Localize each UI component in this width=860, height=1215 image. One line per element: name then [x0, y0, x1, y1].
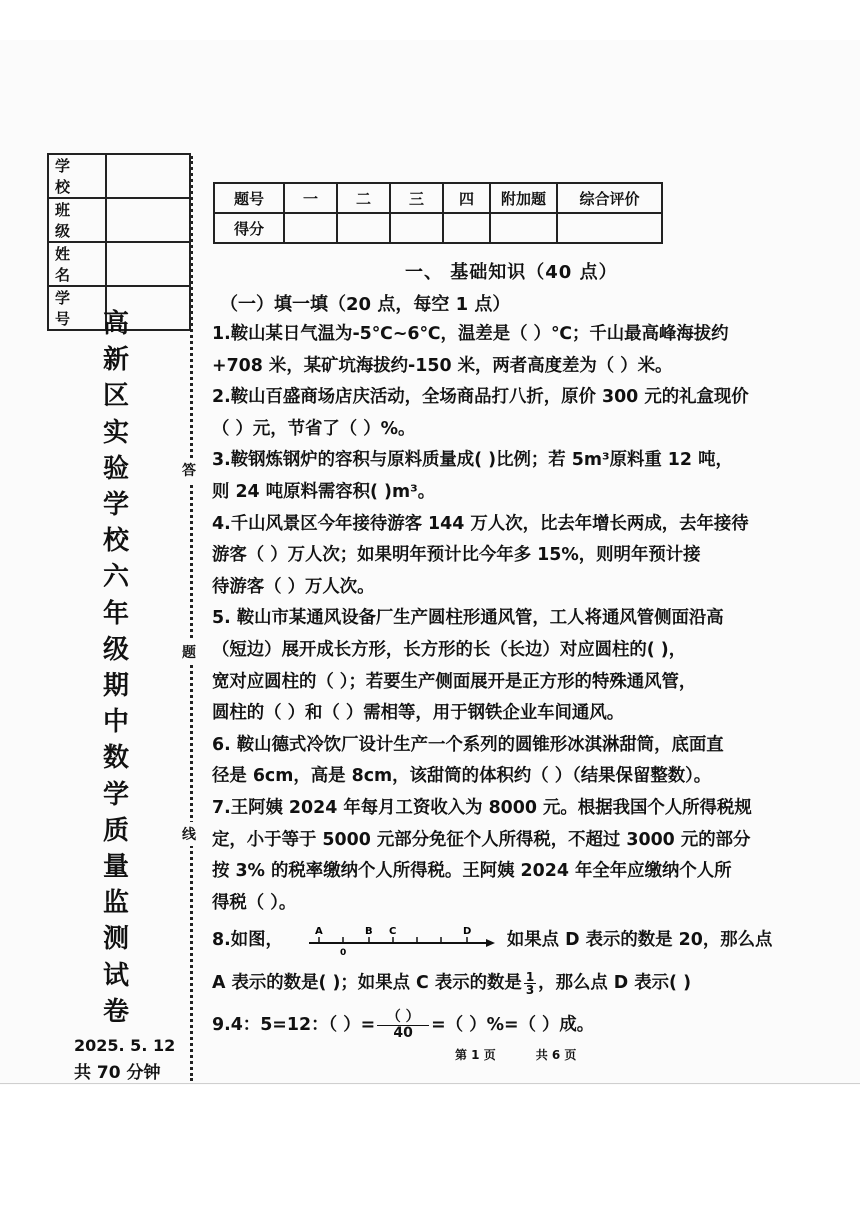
- score-value-row: [214, 213, 662, 243]
- score-header-label: 题号: [214, 183, 284, 213]
- binding-mark: 题: [182, 640, 196, 664]
- title-char: 实: [102, 417, 129, 448]
- title-char: 卷: [102, 996, 129, 1027]
- fraction-denominator: 3: [525, 982, 535, 997]
- question-line: 3.鞍钢炼钢炉的容积与原料质量成( )比例；若 5m³原料重 12 吨，: [212, 450, 733, 471]
- q8-text-b: ，那么点 D 表示( ): [538, 973, 692, 994]
- question-line: 游客（ ）万人次；如果明年预计比今年多 15%，则明年预计接: [212, 545, 701, 566]
- title-char: 学: [102, 490, 129, 521]
- question-8-line-1: [212, 919, 832, 961]
- info-label: 学 号: [48, 286, 106, 330]
- info-label: 班 级: [48, 198, 106, 242]
- score-col-overall: 综合评价: [557, 183, 662, 213]
- question-line: 待游客（ ）万人次。: [212, 576, 375, 597]
- question-line: 径是 6cm，高是 8cm，该甜筒的体积约（ ）（结果保留整数）。: [212, 766, 712, 787]
- question-line: 则 24 吨原料需容积( )m³。: [212, 481, 436, 502]
- score-cell[interactable]: [284, 213, 337, 243]
- name-field[interactable]: [106, 242, 190, 286]
- questions-body: [212, 319, 832, 1045]
- title-char: 期: [102, 671, 129, 702]
- info-label: 学 校: [48, 154, 106, 198]
- title-char: 中: [102, 707, 129, 738]
- title-char: 高: [102, 309, 129, 339]
- score-col-1: 一: [284, 183, 337, 213]
- subsection-title: （一）填一填（20 点，每空 1 点）: [220, 294, 511, 315]
- q8-text-a: A 表示的数是( )；如果点 C 表示的数是: [212, 973, 522, 994]
- student-info-box: [47, 153, 191, 331]
- title-char: 监: [102, 888, 129, 919]
- info-row-school: [48, 154, 190, 198]
- score-cell[interactable]: [390, 213, 443, 243]
- fraction-one-third: [524, 971, 536, 996]
- score-col-bonus: 附加题: [490, 183, 557, 213]
- arrow-icon: [486, 939, 495, 947]
- question-line: 2.鞍山百盛商场店庆活动，全场商品打八折，原价 300 元的礼盒现价: [212, 387, 749, 408]
- score-col-4: 四: [443, 183, 490, 213]
- label-zero: 0: [339, 948, 347, 958]
- question-line: 得税（ ）。: [212, 892, 297, 913]
- title-char: 年: [102, 598, 129, 629]
- title-char: 区: [102, 381, 129, 412]
- label-d: D: [462, 926, 472, 938]
- score-cell[interactable]: [490, 213, 557, 243]
- question-line: 7.王阿姨 2024 年每月工资收入为 8000 元。根据我国个人所得税规: [212, 797, 752, 818]
- title-char: 试: [102, 960, 129, 991]
- title-char: 六: [102, 562, 129, 593]
- question-line: 1.鞍山某日气温为-5℃~6℃，温差是（ ）℃；千山最高峰海拔约: [212, 324, 729, 344]
- section-title: 一、 基础知识（40 点）: [405, 262, 618, 283]
- label-c: C: [388, 926, 397, 938]
- question-line: 圆柱的（ ）和（ ）需相等，用于钢铁企业车间通风。: [212, 703, 625, 724]
- vertical-exam-title: [96, 306, 136, 1030]
- exam-duration: 共 70 分钟: [74, 1063, 161, 1083]
- title-char: 量: [102, 852, 129, 883]
- title-char: 数: [102, 743, 129, 774]
- fraction-numerator: （ ）: [377, 1010, 429, 1026]
- question-line: 6. 鞍山德式冷饮厂设计生产一个系列的圆锥形冰淇淋甜筒，底面直: [212, 734, 724, 755]
- number-line-figure: [307, 923, 497, 957]
- title-char: 级: [102, 634, 129, 665]
- title-char: 新: [102, 345, 129, 376]
- question-8-line-2: [212, 961, 832, 1005]
- question-line: 定，小于等于 5000 元部分免征个人所得税，不超过 3000 元的部分: [212, 829, 751, 850]
- question-line: 4.千山风景区今年接待游客 144 万人次，比去年增长两成，去年接待: [212, 513, 749, 534]
- question-line: （短边）展开成长方形，长方形的长（长边）对应圆柱的( )，: [212, 639, 687, 660]
- score-col-3: 三: [390, 183, 443, 213]
- title-char: 质: [102, 815, 129, 846]
- score-cell[interactable]: [443, 213, 490, 243]
- info-row-name: [48, 242, 190, 286]
- q9-text-b: =（ ）%=（ ）成。: [431, 1015, 595, 1036]
- question-line: +708 米，某矿坑海拔约-150 米，两者高度差为（ ）米。: [212, 355, 673, 376]
- question-9-line: [212, 1005, 832, 1045]
- exam-date: 2025. 5. 12: [74, 1036, 176, 1055]
- page-footer: [455, 1046, 616, 1063]
- title-char: 学: [102, 779, 129, 810]
- question-line: 按 3% 的税率缴纳个人所得税。王阿姨 2024 年全年应缴纳个人所: [212, 861, 732, 882]
- q8-prefix: 8.如图，: [212, 930, 283, 951]
- score-cell[interactable]: [337, 213, 390, 243]
- title-char: 校: [102, 526, 129, 557]
- class-field[interactable]: [106, 198, 190, 242]
- binding-dotted-line: [190, 156, 193, 1081]
- score-header-row: [214, 183, 662, 213]
- q9-text-a: 9.4：5=12：（ ）=: [212, 1015, 376, 1036]
- score-col-2: 二: [337, 183, 390, 213]
- title-char: 测: [102, 924, 129, 955]
- title-char: 验: [102, 453, 129, 484]
- fraction-denominator: 40: [393, 1024, 413, 1041]
- info-label: 姓 名: [48, 242, 106, 286]
- label-b: B: [364, 926, 373, 938]
- page-number: 第 1 页: [455, 1048, 496, 1062]
- fraction-numerator: 1: [525, 969, 535, 984]
- q8-statement: 如果点 D 表示的数是 20，那么点: [506, 930, 773, 951]
- school-field[interactable]: [106, 154, 190, 198]
- question-line: 5. 鞍山市某通风设备厂生产圆柱形通风管，工人将通风管侧面沿高: [212, 608, 724, 629]
- score-table: [213, 182, 663, 244]
- page-edge: [0, 1083, 860, 1084]
- info-row-class: [48, 198, 190, 242]
- question-line: （ ）元，节省了（ ）%。: [212, 418, 416, 439]
- score-row-label: 得分: [214, 213, 284, 243]
- page-total: 共 6 页: [535, 1048, 577, 1062]
- binding-mark: 答: [182, 458, 196, 482]
- label-a: A: [314, 926, 323, 938]
- fraction-over-40: [377, 1010, 429, 1041]
- binding-mark: 线: [182, 822, 196, 846]
- question-line: 宽对应圆柱的（ ）；若要生产侧面展开是正方形的特殊通风管，: [212, 671, 697, 692]
- score-cell[interactable]: [557, 213, 662, 243]
